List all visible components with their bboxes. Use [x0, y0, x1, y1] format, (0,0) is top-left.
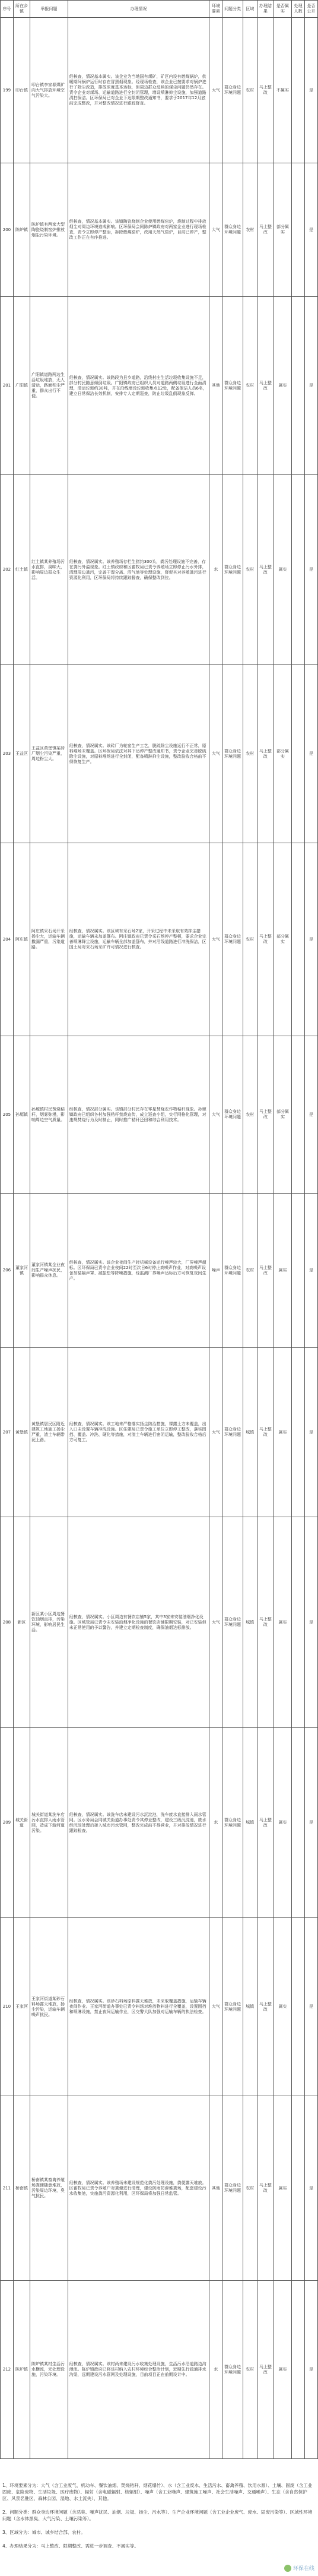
- cell-outcome: 马上整改: [257, 1728, 274, 1918]
- cell-result: 经核查，情况属实。该企业夜间生产时机械设备运行噪声较大，厂界噪声超标。区环保局已责令企业夜间22时至次日6时停止高噪声作业，对高噪声设备加装隔声罩、减振垫等降噪措施，经监测厂界噪声达标后方可恢复夜间生产。: [68, 1194, 209, 1348]
- cell-town: 阿庄镇: [13, 843, 30, 1036]
- cell-verified: 属实: [274, 2281, 291, 2459]
- cell-town: 城关街道: [13, 1728, 30, 1918]
- note-2: 2、问题分类：群众身边环境问题（含恶臭、噪声扰民、油烟、垃圾、扬尘、污水等）、生产企业环境问题（含工业企业废气、废水、固废污染等）、区域性环境问题（含水体黑臭、大气污染、土壤污染等）。: [2, 2509, 313, 2521]
- cell-area: 城镇: [243, 1517, 257, 1728]
- table-header-row: [1, 1, 318, 18]
- cell-town: 王家河: [13, 1918, 30, 2096]
- table-body: [1, 18, 318, 2459]
- cell-public: 是: [305, 1517, 318, 1728]
- cell-verified: 部分属实: [274, 665, 291, 843]
- cell-issue: 新区某小区周边餐饮油烟直排，污染环境，影响居民生活。: [30, 1517, 68, 1728]
- cell-env: 其他: [209, 2096, 222, 2281]
- cell-env: 大气: [209, 1348, 222, 1517]
- cell-area: 城镇: [243, 1348, 257, 1517]
- cell-issue: 王益区黄堡镇某砖厂烟尘污染严重，周边粉尘大。: [30, 665, 68, 843]
- cell-env: 大气: [209, 163, 222, 297]
- cell-no: 209: [1, 1728, 14, 1918]
- cell-area: 农村: [243, 163, 257, 297]
- cell-result: 经核查，情况属实。该砖厂为轮窑生产工艺，脱硫除尘设施运行不正常，原料堆场未覆盖。区环保局依法对其下达停产整改通知书，责令企业完善脱硫除尘设施，对原料堆场进行全封闭，配备喷淋抑尘设施，整改验收合格前不得恢复生产。: [68, 665, 209, 843]
- cell-no: 204: [1, 843, 14, 1036]
- cell-pollution-type: 群众身边环境问题: [222, 1517, 243, 1728]
- cell-outcome: 马上整改: [257, 1517, 274, 1728]
- table-row: [1, 2281, 318, 2459]
- cell-env: 水: [209, 2281, 222, 2459]
- cell-persons: [292, 1517, 305, 1728]
- cell-persons: [292, 843, 305, 1036]
- cell-town: 红土镇: [13, 475, 30, 665]
- cell-result: 经核查，情况属实。该养殖场未建设规范化粪污处理设施，粪便露天堆放。区畜牧局已责令养殖户对粪便进行清理，建设防雨防渗堆粪场，配套建设污水收集池，实施粪污资源化利用，区环保局将加强日常监管。: [68, 2096, 209, 2281]
- cell-area: 农村: [243, 665, 257, 843]
- table-notes: [0, 2479, 318, 2556]
- cell-issue: 董家河镇某企业夜间生产噪声扰民，影响群众休息。: [30, 1194, 68, 1348]
- table-row: [1, 18, 318, 163]
- note-4: 4、办理结果分为：马上整改、限期整改、需进一步调查、不属实等。: [2, 2543, 139, 2549]
- cell-outcome: 马上整改: [257, 2096, 274, 2281]
- cell-result: 经核查，情况属实。该村尚未建设污水收集处理设施，生活污水沿道路边沟漫流。陈炉镇政府已将该村纳入农村环境综合整治计划，近期先行疏通排水沟渠，远期建设污水管网及处理设施，目前项目正在前期设计中。: [68, 2281, 209, 2459]
- header-verified: 是否属实: [274, 1, 291, 18]
- cell-result: 经核查，情况属实。该养殖场存栏生猪约300头，粪污处理设施不完善，存在粪污外溢现象。红土镇政府和区畜牧局已责令养殖场立即停止污水外排，清理周边粪污，完善干湿分离、沼气池等处理设施，督促其对养殖粪污进行资源化利用，区环保局将持续跟踪督查，确保整改到位。: [68, 475, 209, 665]
- cell-outcome: 马上整改: [257, 1918, 274, 2096]
- cell-public: 是: [305, 843, 318, 1036]
- cell-public: 是: [305, 665, 318, 843]
- table-row: [1, 163, 318, 297]
- cell-issue: 阿庄镇采石场开采扬尘大，运输车辆撒漏严重，污染道路。: [30, 843, 68, 1036]
- cell-town: 新区: [13, 1517, 30, 1728]
- cell-persons: [292, 475, 305, 665]
- cell-outcome: 马上整改: [257, 163, 274, 297]
- cell-area: 农村: [243, 475, 257, 665]
- cell-public: 是: [305, 297, 318, 475]
- cell-issue: 广阳镇道路两边生活垃圾堆放，无人清运，路面积尘严重，群众出行不便。: [30, 297, 68, 475]
- cell-persons: [292, 2096, 305, 2281]
- cell-persons: [292, 1918, 305, 2096]
- cell-result: 经核查，情况基本属实。该企业为当地国有煤矿，矿区内设有燃煤锅炉，供暖期间锅炉运行时存在冒黑烟现象。经现场检查，该企业已按要求对锅炉进行了除尘改造，排放浓度基本达标，但周边群众反映的煤尘问题仍然存在。责令企业对煤场、运输道路进行全封闭管理，增设喷淋抑尘设施，加强道路清扫保洁。区环保局已对企业下达限期整改通知书，要求于2017年12月底前完成整改，并对整改情况进行跟踪督查。: [68, 18, 209, 163]
- cell-result: 经核查，情况属实。该工地未严格落实扬尘防治措施，裸露土方未覆盖，出入口未设置车辆冲洗设施。区住建局已责令施工单位立即停工整改，落实围挡、覆盖、冲洗、硬化等措施，对渣土车辆进行密闭运输，整改验收合格后方可复工。: [68, 1348, 209, 1517]
- header-pollution-type: 问题分类: [222, 1, 243, 18]
- cell-result: 经核查，情况属实。该区域有采石场2家，开采过程中未采取有效抑尘措施，运输车辆未加盖篷布。阿庄镇政府已责令采石场停产整顿，要求企业完善喷淋降尘设施，运输车辆全部加盖篷布，并对沿线道路进行冲洗保洁，区国土局对采石场采矿许可情况进行核查。: [68, 843, 209, 1036]
- cell-pollution-type: 群众身边环境问题: [222, 18, 243, 163]
- header-no: 序号: [1, 1, 14, 18]
- cell-area: 农村: [243, 2281, 257, 2459]
- cell-no: 211: [1, 2096, 14, 2281]
- header-town: 所在乡镇: [13, 1, 30, 18]
- cell-pollution-type: 群众身边环境问题: [222, 2281, 243, 2459]
- cell-env: 大气: [209, 1036, 222, 1194]
- cell-area: 农村: [243, 1036, 257, 1194]
- cell-pollution-type: 群众身边环境问题: [222, 665, 243, 843]
- leaf-icon: [284, 2565, 291, 2572]
- cell-town: 陈炉镇: [13, 163, 30, 297]
- cell-outcome: 马上整改: [257, 297, 274, 475]
- cell-public: 是: [305, 1036, 318, 1194]
- cell-issue: 陈炉镇有两家大型陶瓷烧制窑炉排放烟尘污染环境。: [30, 163, 68, 297]
- cell-pollution-type: 群众身边环境问题: [222, 1036, 243, 1194]
- watermark-text: 环保在线: [292, 2566, 314, 2572]
- cell-outcome: 马上整改: [257, 18, 274, 163]
- cell-verified: 部分属实: [274, 843, 291, 1036]
- cell-town: 桥南镇: [13, 2096, 30, 2281]
- cell-persons: [292, 1036, 305, 1194]
- table-row: [1, 1517, 318, 1728]
- header-outcome: 办理结果: [257, 1, 274, 18]
- cell-issue: 黄堡镇居民区附近建筑工地施工扬尘严重，渣土车辆带泥上路。: [30, 1348, 68, 1517]
- cell-pollution-type: 群众身边环境问题: [222, 1194, 243, 1348]
- header-issue: 举报问题: [30, 1, 68, 18]
- cell-persons: [292, 163, 305, 297]
- cell-result: 经核查，情况属实。该砂石料场原料露天堆放，未采取覆盖措施，运输车辆夜间作业。王家河街道办事处已责令料场对堆放物料进行全覆盖，设置围挡和喷淋设施，禁止夜间运输作业，区交警大队加强对运输车辆的执法检查。: [68, 1918, 209, 2096]
- cell-issue: 红土镇某养殖场污水直排，臭味大，影响周边群众生活。: [30, 475, 68, 665]
- cell-result: 经核查，情况属实。该洗车店未建设污水沉淀池，洗车废水直接排入雨水管网。区水务局会同城关街道办事处责令其停业整改，建设三级沉淀池，废水经沉淀处理后接入城市污水管网，整改完成前不得营业，并对排放情况进行跟踪检查。: [68, 1728, 209, 1918]
- cell-public: 是: [305, 1348, 318, 1517]
- cell-issue: 陈炉镇某村生活污水横流，无处理设施，污染环境。: [30, 2281, 68, 2459]
- cell-no: 205: [1, 1036, 14, 1194]
- cell-issue: 王家河街道某砂石料场露天堆放，扬尘污染，运输车辆噪声扰民。: [30, 1918, 68, 2096]
- cell-pollution-type: 群众身边环境问题: [222, 2096, 243, 2281]
- cell-env: 大气: [209, 1918, 222, 2096]
- cell-no: 208: [1, 1517, 14, 1728]
- cell-no: 206: [1, 1194, 14, 1348]
- cell-area: 城镇: [243, 1918, 257, 2096]
- cell-pollution-type: 群众身边环境问题: [222, 1728, 243, 1918]
- cell-public: 是: [305, 2096, 318, 2281]
- cell-verified: 属实: [274, 1194, 291, 1348]
- cell-issue: 孙塬镇村民焚烧秸秆，烟雾弥漫，影响周边空气质量。: [30, 1036, 68, 1194]
- table-row: [1, 1348, 318, 1517]
- cell-verified: 部分属实: [274, 163, 291, 297]
- note-1: 1、环境要素分为：大气（含工业废气、机动车、餐饮油烟、焚烧秸秆、烟花爆竹）、水（含工业废水、生活污水、畜禽养殖、饮用水源）、土壤、固废（含工业固废、危险废物、生活垃圾、医疗废物）、辐射（含电磁辐射、核辐射）、噪声（含工业噪声、建筑施工噪声、社会生活噪声、交通噪声）、生态（含自然保护区、风景名胜区、森林公园、湿地、水土流失）、其他。: [2, 2483, 313, 2501]
- cell-persons: [292, 665, 305, 843]
- cell-env: 大气: [209, 18, 222, 163]
- cell-pollution-type: 群众身边环境问题: [222, 475, 243, 665]
- cell-outcome: 马上整改: [257, 1194, 274, 1348]
- cell-persons: [292, 18, 305, 163]
- table-row: [1, 475, 318, 665]
- cell-public: 是: [305, 18, 318, 163]
- cell-verified: 不属实: [274, 18, 291, 163]
- table-row: [1, 1036, 318, 1194]
- cell-public: 是: [305, 163, 318, 297]
- header-result: 办理情况: [68, 1, 209, 18]
- cell-public: 是: [305, 1918, 318, 2096]
- cell-outcome: 马上整改: [257, 1036, 274, 1194]
- cell-env: 水: [209, 475, 222, 665]
- cell-verified: 属实: [274, 1348, 291, 1517]
- header-persons: 处理人数: [292, 1, 305, 18]
- cell-result: 经核查，情况属实。小区周边有餐饮店铺5家，其中3家未安装油烟净化设施。区城管局已责令未安装油烟净化设施的餐饮店铺限期安装，对已安装但未正常使用的予以警告，并建立定期检查制度，确保油烟达标排放。: [68, 1517, 209, 1728]
- cell-outcome: 马上整改: [257, 475, 274, 665]
- table-row: [1, 1194, 318, 1348]
- cell-verified: 属实: [274, 1728, 291, 1918]
- cell-persons: [292, 1348, 305, 1517]
- cell-public: 是: [305, 1194, 318, 1348]
- cell-pollution-type: 群众身边环境问题: [222, 843, 243, 1036]
- cell-issue: 桥南镇某畜禽养殖场粪便随意堆放，污染周边环境，臭气扰民。: [30, 2096, 68, 2281]
- header-area: 区域: [243, 1, 257, 18]
- cell-town: 广阳镇: [13, 297, 30, 475]
- cell-area: 农村: [243, 297, 257, 475]
- table-row: [1, 1728, 318, 1918]
- cell-pollution-type: 群众身边环境问题: [222, 1348, 243, 1517]
- cell-persons: [292, 1194, 305, 1348]
- cell-public: 是: [305, 475, 318, 665]
- watermark: [284, 2564, 314, 2572]
- cell-no: 210: [1, 1918, 14, 2096]
- cell-public: 是: [305, 1728, 318, 1918]
- cell-result: 经核查，情况属实。该路段为县乡道路，沿线村庄生活垃圾收集设施不足，部分村民随意倾倒垃圾。广阳镇政府已组织人员对道路两侧垃圾进行全面清理，清运垃圾约30吨，并在沿线增设垃圾收集点12处，配备保洁人员6名，建立日常保洁长效机制，安排专人定期巡查，防止垃圾乱倒现象反弹。: [68, 297, 209, 475]
- cell-issue: 印台镇李家塬煤矿向大气排放环境空气污染大。: [30, 18, 68, 163]
- table-row: [1, 2096, 318, 2281]
- cell-area: 农村: [243, 18, 257, 163]
- cell-env: 水: [209, 1728, 222, 1918]
- cell-pollution-type: 群众身边环境问题: [222, 163, 243, 297]
- cell-area: 农村: [243, 1194, 257, 1348]
- cell-town: 陈炉镇: [13, 2281, 30, 2459]
- cell-result: 经核查，情况基本属实。该镇陶瓷烧制企业使用燃煤窑炉，烧制过程中排放烟尘对周边环境造成影响。区环保局会同陈炉镇政府对两家企业进行现场检查，责令立即停产整治，拆除燃煤窑炉，改用天然气窑炉，目前已停产，整改工作正在有序推进。: [68, 163, 209, 297]
- cell-town: 印台镇: [13, 18, 30, 163]
- cell-verified: 属实: [274, 297, 291, 475]
- cell-outcome: 马上整改: [257, 1348, 274, 1517]
- cell-verified: 属实: [274, 2096, 291, 2281]
- cell-outcome: 马上整改: [257, 843, 274, 1036]
- cell-persons: [292, 2281, 305, 2459]
- cell-area: 城镇: [243, 1728, 257, 1918]
- cell-env: 噪声: [209, 1194, 222, 1348]
- header-public: 是否公开: [305, 1, 318, 18]
- cell-env: 其他: [209, 297, 222, 475]
- cell-area: 农村: [243, 2096, 257, 2281]
- cell-env: 大气: [209, 1517, 222, 1728]
- note-3: 3、区域分为：城市、城乡结合部、农村。: [2, 2530, 85, 2535]
- cell-town: 王益区: [13, 665, 30, 843]
- cell-outcome: 马上整改: [257, 665, 274, 843]
- cell-verified: 属实: [274, 475, 291, 665]
- table-row: [1, 843, 318, 1036]
- cell-verified: 属实: [274, 1517, 291, 1728]
- cell-persons: [292, 297, 305, 475]
- cell-public: 是: [305, 2281, 318, 2459]
- cell-env: 大气: [209, 665, 222, 843]
- cell-area: 农村: [243, 843, 257, 1036]
- cell-pollution-type: 群众身边环境问题: [222, 297, 243, 475]
- cell-no: 202: [1, 475, 14, 665]
- cell-no: 200: [1, 163, 14, 297]
- cell-issue: 城关街道某洗车店污水直排入雨水管网，造成下游河道污染。: [30, 1728, 68, 1918]
- cell-town: 孙塬镇: [13, 1036, 30, 1194]
- table-row: [1, 1918, 318, 2096]
- cell-no: 207: [1, 1348, 14, 1517]
- cell-persons: [292, 1728, 305, 1918]
- cell-verified: 属实: [274, 1918, 291, 2096]
- cell-no: 201: [1, 297, 14, 475]
- cell-verified: 部分属实: [274, 1036, 291, 1194]
- cell-pollution-type: 群众身边环境问题: [222, 1918, 243, 2096]
- table-row: [1, 665, 318, 843]
- cell-town: 董家河镇: [13, 1194, 30, 1348]
- cell-result: 经核查，情况部分属实。该镇部分村民存在零星焚烧农作物秸秆现象。孙塬镇政府已组织各村加强秸秆禁烧宣传，成立巡查小组，实行网格化管理，对违规焚烧行为及时制止，同时推广秸秆还田和综合利用技术。: [68, 1036, 209, 1194]
- cell-no: 212: [1, 2281, 14, 2459]
- header-env: 环境要素: [209, 1, 222, 18]
- table-row: [1, 297, 318, 475]
- cell-no: 203: [1, 665, 14, 843]
- cell-town: 黄堡镇: [13, 1348, 30, 1517]
- cell-outcome: 马上整改: [257, 2281, 274, 2459]
- cell-no: 199: [1, 18, 14, 163]
- cell-env: 大气: [209, 843, 222, 1036]
